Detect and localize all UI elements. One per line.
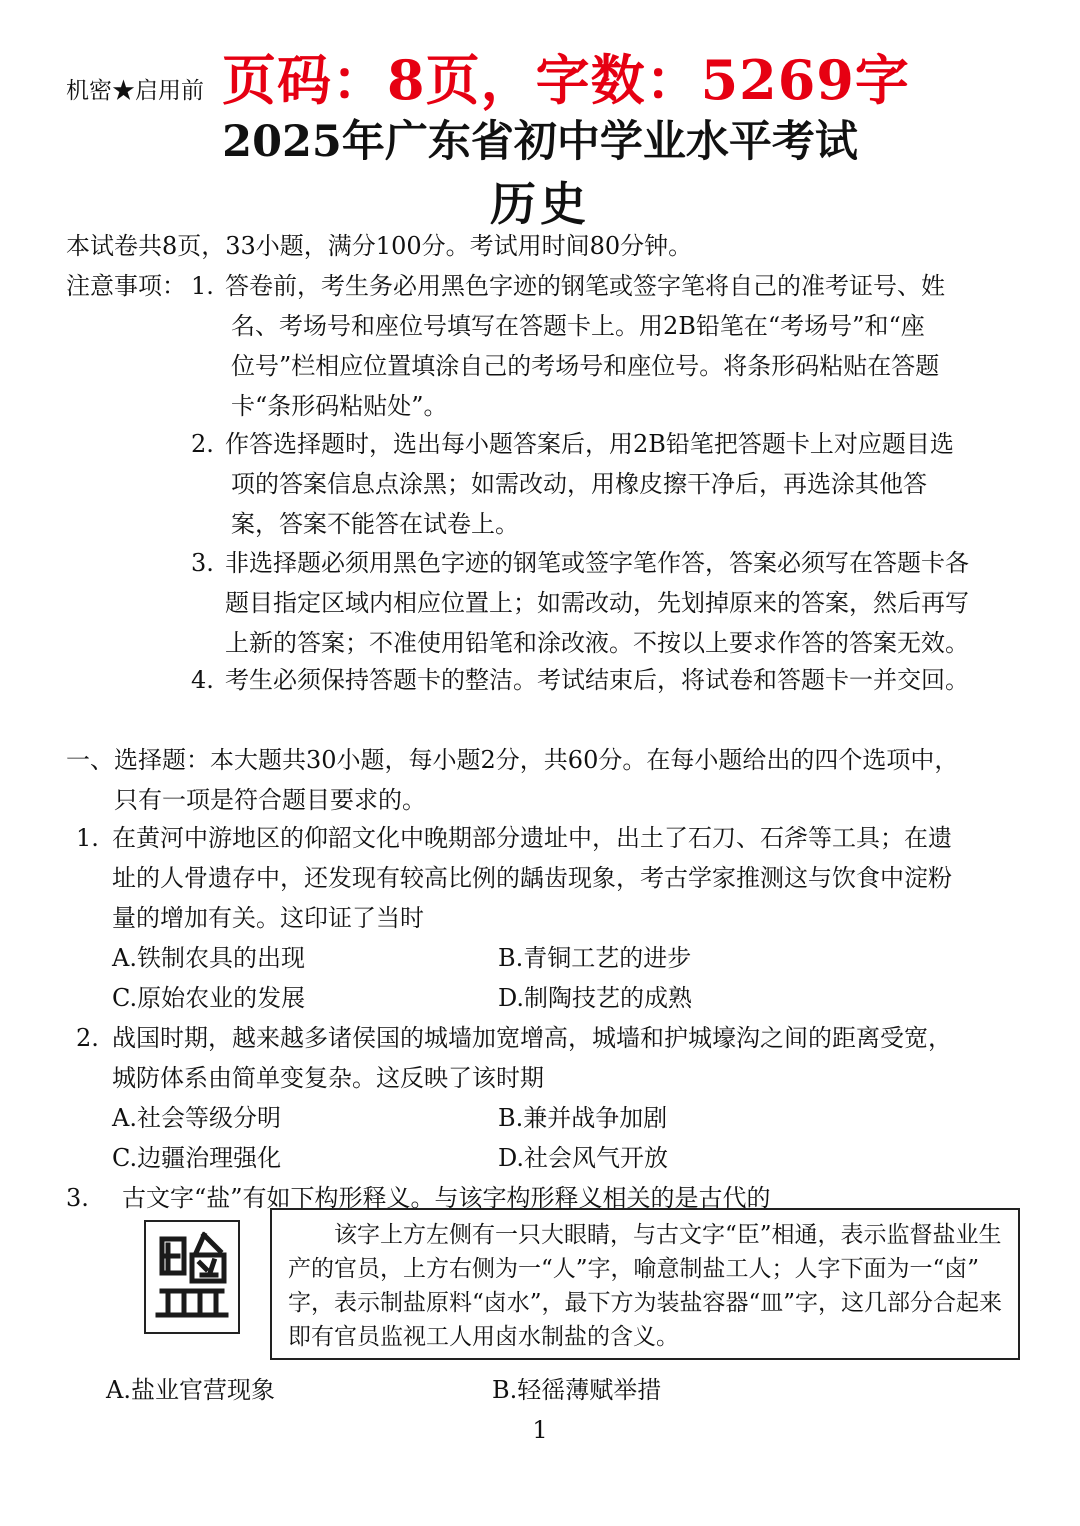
q2-option-d[interactable]: D.社会风气开放 (498, 1144, 669, 1172)
note-number: 1. (191, 272, 214, 300)
question-3-number: 3. (66, 1184, 89, 1212)
section-heading-line: 一、选择题：本大题共30小题，每小题2分，共60分。在每小题给出的四个选项中， (66, 746, 959, 774)
question-3-stem: 古文字“盐”有如下构形释义。与该字构形释义相关的是古代的 (122, 1184, 771, 1212)
q1-option-a[interactable]: A.铁制农具的出现 (112, 944, 305, 972)
exam-intro: 本试卷共8页，33小题，满分100分。考试用时间80分钟。 (66, 232, 693, 260)
ancient-salt-character-image (144, 1220, 240, 1334)
note-item-4 (191, 660, 1025, 700)
note-number: 3. (191, 549, 214, 577)
question-line: 城防体系由简单变复杂。这反映了该时期 (112, 1064, 544, 1092)
character-explanation-text: 该字上方左侧有一只大眼睛，与古文字“臣”相通，表示监督盐业生产的官员，上方右侧为一“人”字，喻意制盐工人；人字下面为一“卤” 字，表示制盐原料“卤水”，最下方为装盐容器“皿”字，这几部分合起来 即有官员监视工人用卤水制盐的含义。 (288, 1222, 1003, 1350)
note-line: 答卷前，考生务必用黑色字迹的钢笔或签字笔将自己的准考证号、姓 (225, 272, 945, 300)
note-line: 题目指定区域内相应位置上；如需改动，先划掉原来的答案，然后再写 (225, 589, 969, 617)
note-item-3 (191, 543, 1025, 663)
q2-option-b[interactable]: B.兼并战争加剧 (498, 1104, 668, 1132)
note-line: 考生必须保持答题卡的整洁。考试结束后，将试卷和答题卡一并交回。 (225, 666, 969, 694)
character-explanation-box (270, 1208, 1020, 1360)
note-line: 上新的答案；不准使用铅笔和涂改液。不按以上要求作答的答案无效。 (225, 629, 969, 657)
confidential-label: 机密★启用前 (66, 78, 204, 104)
q1-option-c[interactable]: C.原始农业的发展 (112, 984, 306, 1012)
q2-option-a[interactable]: A.社会等级分明 (112, 1104, 281, 1132)
note-number: 2. (191, 430, 214, 458)
page-info-banner: 页码：8页，字数：5269字 (222, 48, 910, 112)
question-number: 1. (76, 824, 99, 852)
note-item-2 (191, 424, 1025, 544)
note-line: 作答选择题时，选出每小题答案后，用2B铅笔把答题卡上对应题目选 (225, 430, 954, 458)
question-line: 址的人骨遗存中，还发现有较高比例的龋齿现象，考古学家推测这与饮食中淀粉 (112, 864, 952, 892)
note-number: 4. (191, 666, 214, 694)
section-heading (66, 740, 1021, 820)
note-item-1 (191, 266, 1025, 426)
q2-option-c[interactable]: C.边疆治理强化 (112, 1144, 282, 1172)
note-line: 案，答案不能答在试卷上。 (231, 510, 519, 538)
q1-option-b[interactable]: B.青铜工艺的进步 (498, 944, 692, 972)
question-number: 2. (76, 1024, 99, 1052)
exam-title: 2025年广东省初中学业水平考试 (222, 117, 858, 167)
q3-option-a[interactable]: A.盐业官营现象 (106, 1376, 275, 1404)
note-line: 位号”栏相应位置填涂自己的考场号和座位号。将条形码粘贴在答题 (231, 352, 940, 380)
question-line: 战国时期，越来越多诸侯国的城墙加宽增高，城墙和护城壕沟之间的距离受宽， (112, 1024, 952, 1052)
section-heading-line: 只有一项是符合题目要求的。 (114, 786, 426, 814)
ancient-salt-character-icon (154, 1229, 230, 1325)
page-number: 1 (532, 1416, 548, 1444)
note-line: 名、考场号和座位号填写在答题卡上。用2B铅笔在“考场号”和“座 (231, 312, 925, 340)
note-line: 卡“条形码粘贴处”。 (231, 392, 448, 420)
note-line: 项的答案信息点涂黑；如需改动，用橡皮擦干净后，再选涂其他答 (231, 470, 927, 498)
question-line: 在黄河中游地区的仰韶文化中晚期部分遗址中，出土了石刀、石斧等工具；在遗 (112, 824, 952, 852)
notes-label: 注意事项： (66, 272, 186, 300)
note-line: 非选择题必须用黑色字迹的钢笔或签字笔作答，答案必须写在答题卡各 (225, 549, 969, 577)
q3-option-b[interactable]: B.轻徭薄赋举措 (492, 1376, 662, 1404)
question-1 (76, 818, 1024, 938)
question-line: 量的增加有关。这印证了当时 (112, 904, 424, 932)
q1-option-d[interactable]: D.制陶技艺的成熟 (498, 984, 693, 1012)
question-2 (76, 1018, 1024, 1098)
subject-title: 历史 (490, 177, 590, 231)
